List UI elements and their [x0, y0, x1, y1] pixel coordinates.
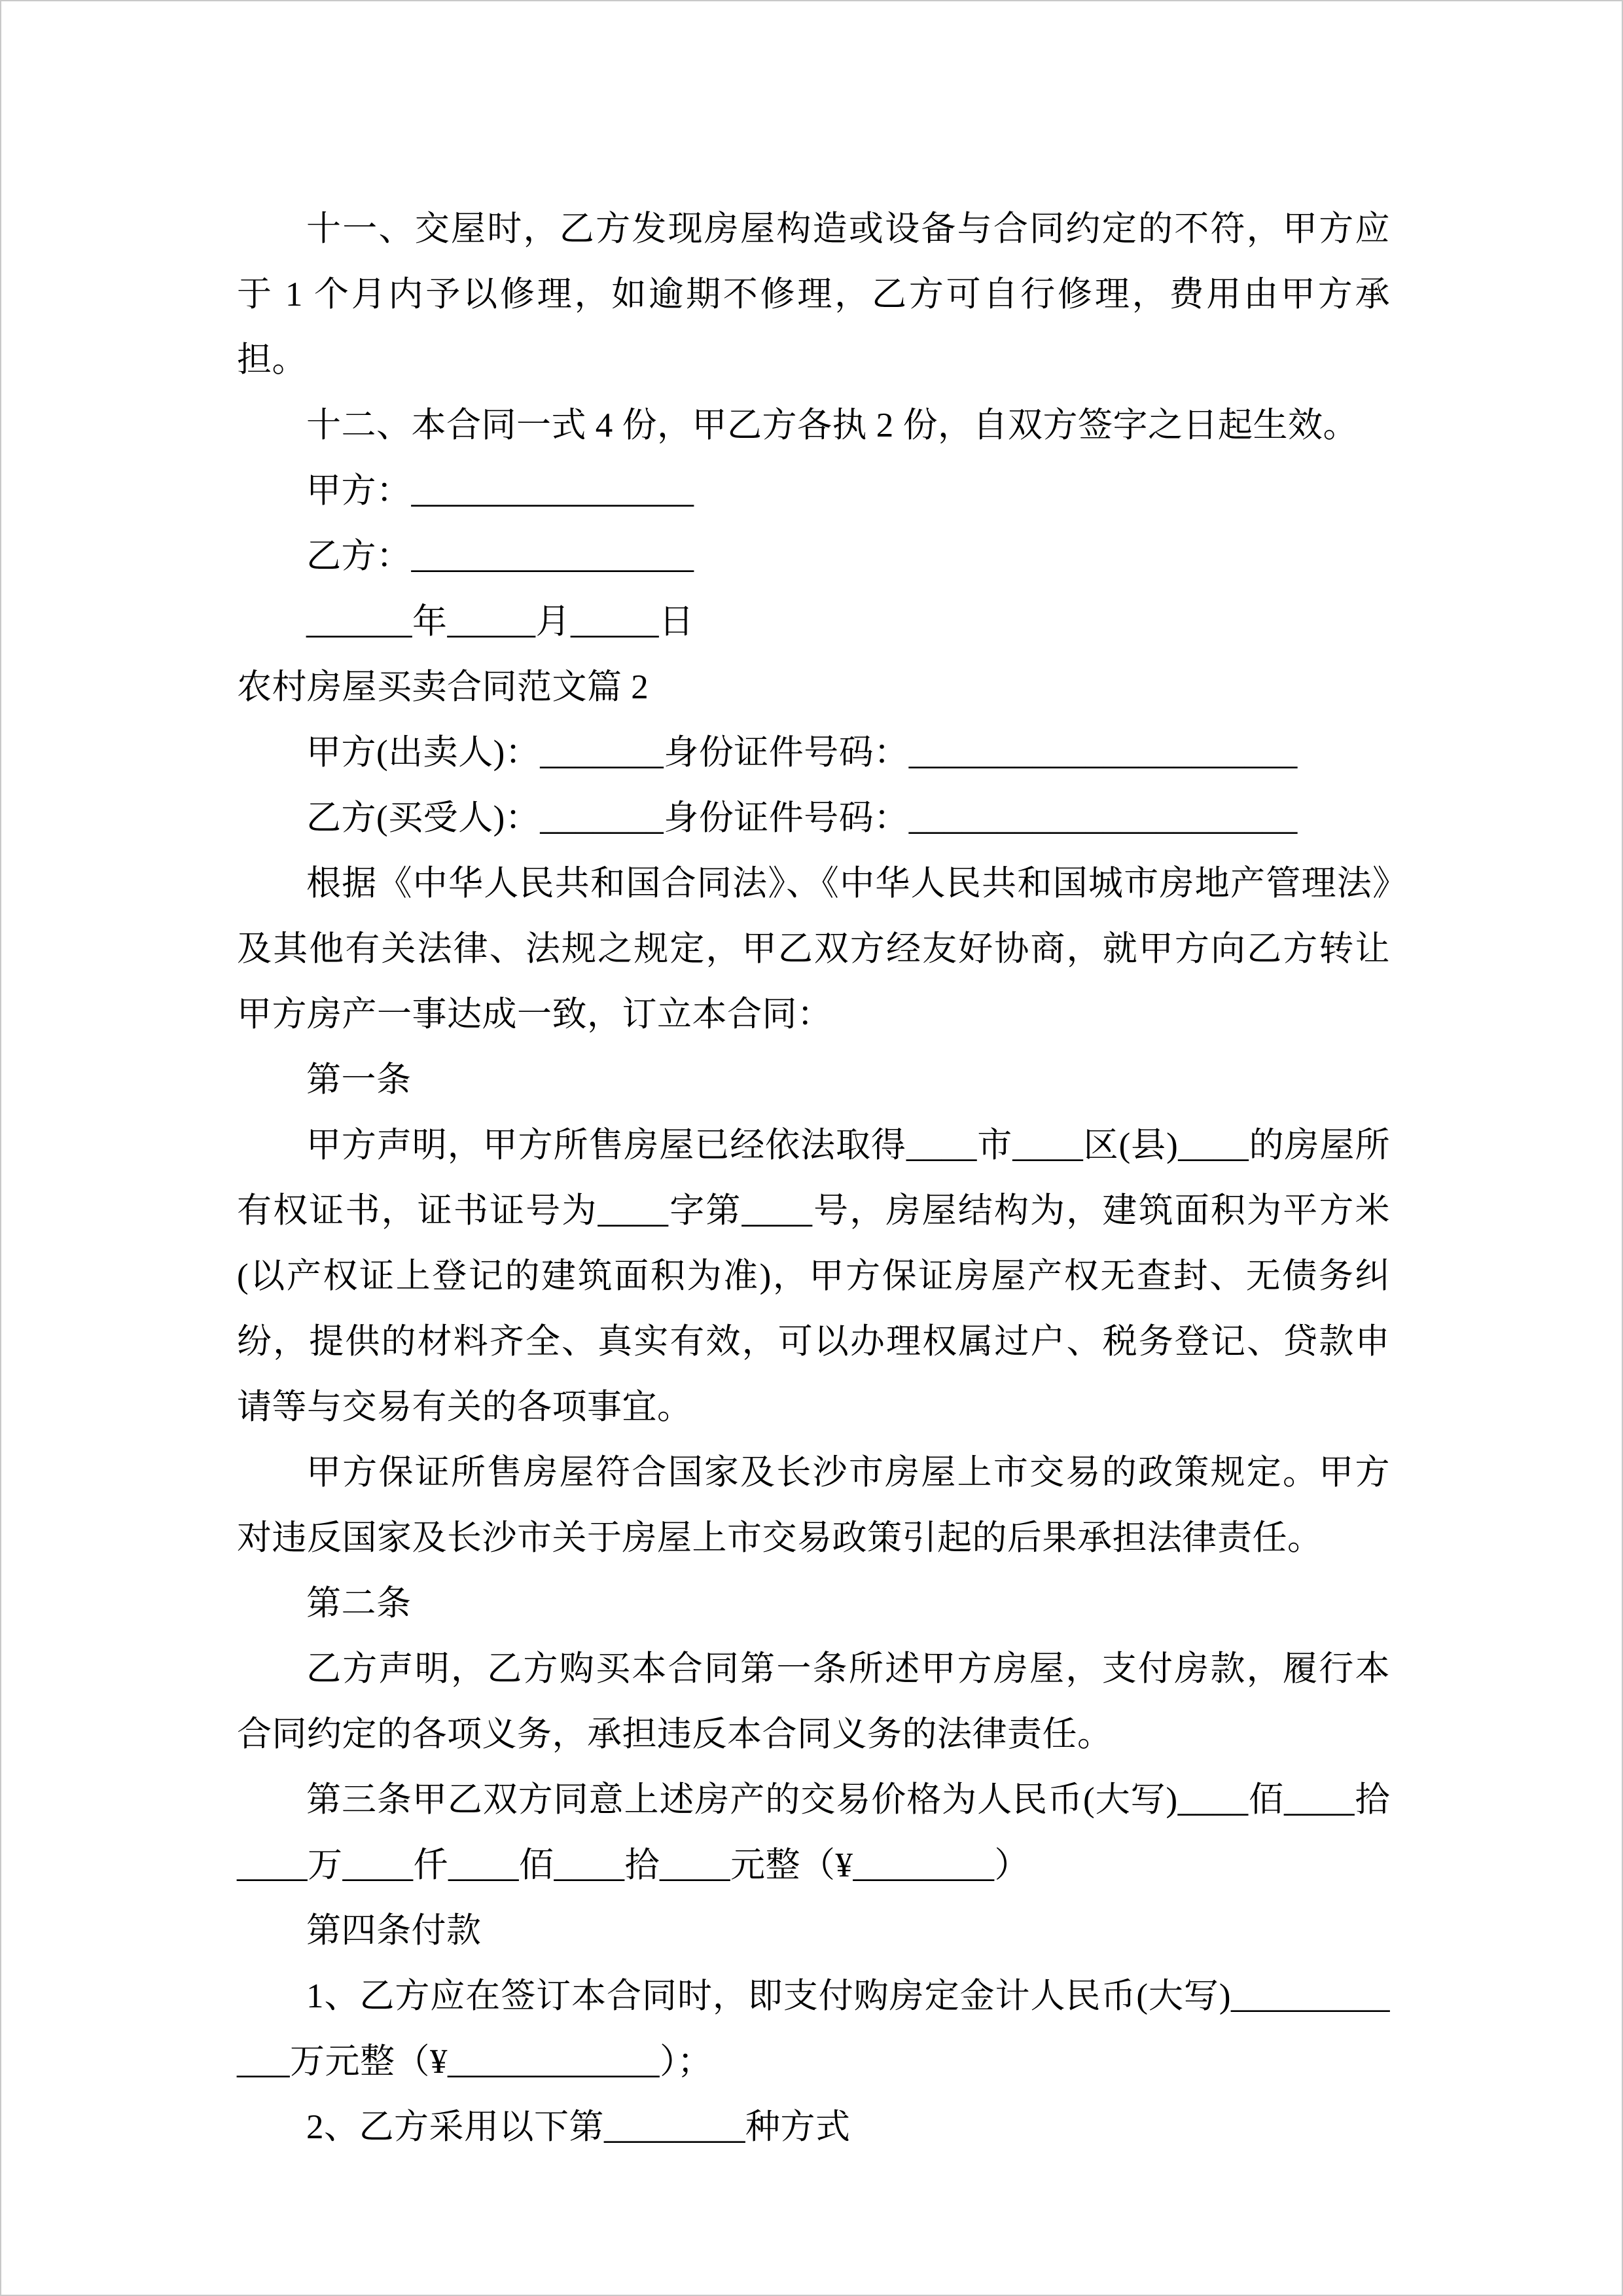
article-1-guarantee: 甲方保证所售房屋符合国家及长沙市房屋上市交易的政策规定。甲方对违反国家及长沙市关于房屋上市交易政策引起的后果承担法律责任。 — [237, 1454, 1390, 1557]
article-3-price: 第三条甲乙双方同意上述房产的交易价格为人民币(大写)____佰____拾____万____仟____佰____拾____元整（¥________） — [237, 1781, 1390, 1884]
party-b-id-line: 乙方(买受人)：_______身份证件号码：______________________ — [306, 799, 1298, 837]
party-a-signature-line: 甲方：________________ — [306, 472, 694, 510]
document-content — [237, 196, 1390, 2160]
party-b-signature-line: 乙方：________________ — [306, 537, 694, 575]
article-4-heading: 第四条付款 — [306, 1912, 482, 1950]
section-title-sample-2: 农村房屋买卖合同范文篇 2 — [237, 668, 649, 706]
preamble: 根据《中华人民共和国合同法》、《中华人民共和国城市房地产管理法》及其他有关法律、法规之规定，甲乙双方经友好协商，就甲方向乙方转让甲方房产一事达成一致，订立本合同： — [237, 865, 1390, 1033]
article-2-heading: 第二条 — [306, 1585, 412, 1623]
article-1-declaration: 甲方声明，甲方所售房屋已经依法取得____市____区(县)____的房屋所有权证书，证书证号为____字第____号，房屋结构为，建筑面积为平方米(以产权证上登记的建筑面积为准)，甲方保证房屋产权无查封、无债务纠纷，提供的材料齐全、真实有效，可以办理权属过户、税务登记、贷款申请等与交易有关的各项事宜。 — [237, 1126, 1390, 1426]
article-2-declaration: 乙方声明，乙方购买本合同第一条所述甲方房屋，支付房款，履行本合同约定的各项义务，承担违反本合同义务的法律责任。 — [237, 1650, 1390, 1753]
clause-11: 十一、交屋时，乙方发现房屋构造或设备与合同约定的不符，甲方应于 1 个月内予以修理，如逾期不修理，乙方可自行修理，费用由甲方承担。 — [237, 210, 1390, 379]
article-4-item-1: 1、乙方应在签订本合同时，即支付购房定金计人民币(大写)____________万元整（¥____________）； — [237, 1977, 1390, 2081]
article-1-heading: 第一条 — [306, 1061, 412, 1099]
article-4-item-2: 2、乙方采用以下第________种方式 — [306, 2108, 851, 2146]
party-a-id-line: 甲方(出卖人)：_______身份证件号码：______________________ — [306, 734, 1298, 772]
clause-12: 十二、本合同一式 4 份，甲乙方各执 2 份，自双方签字之日起生效。 — [306, 406, 1358, 444]
date-line: ______年_____月_____日 — [306, 603, 694, 641]
